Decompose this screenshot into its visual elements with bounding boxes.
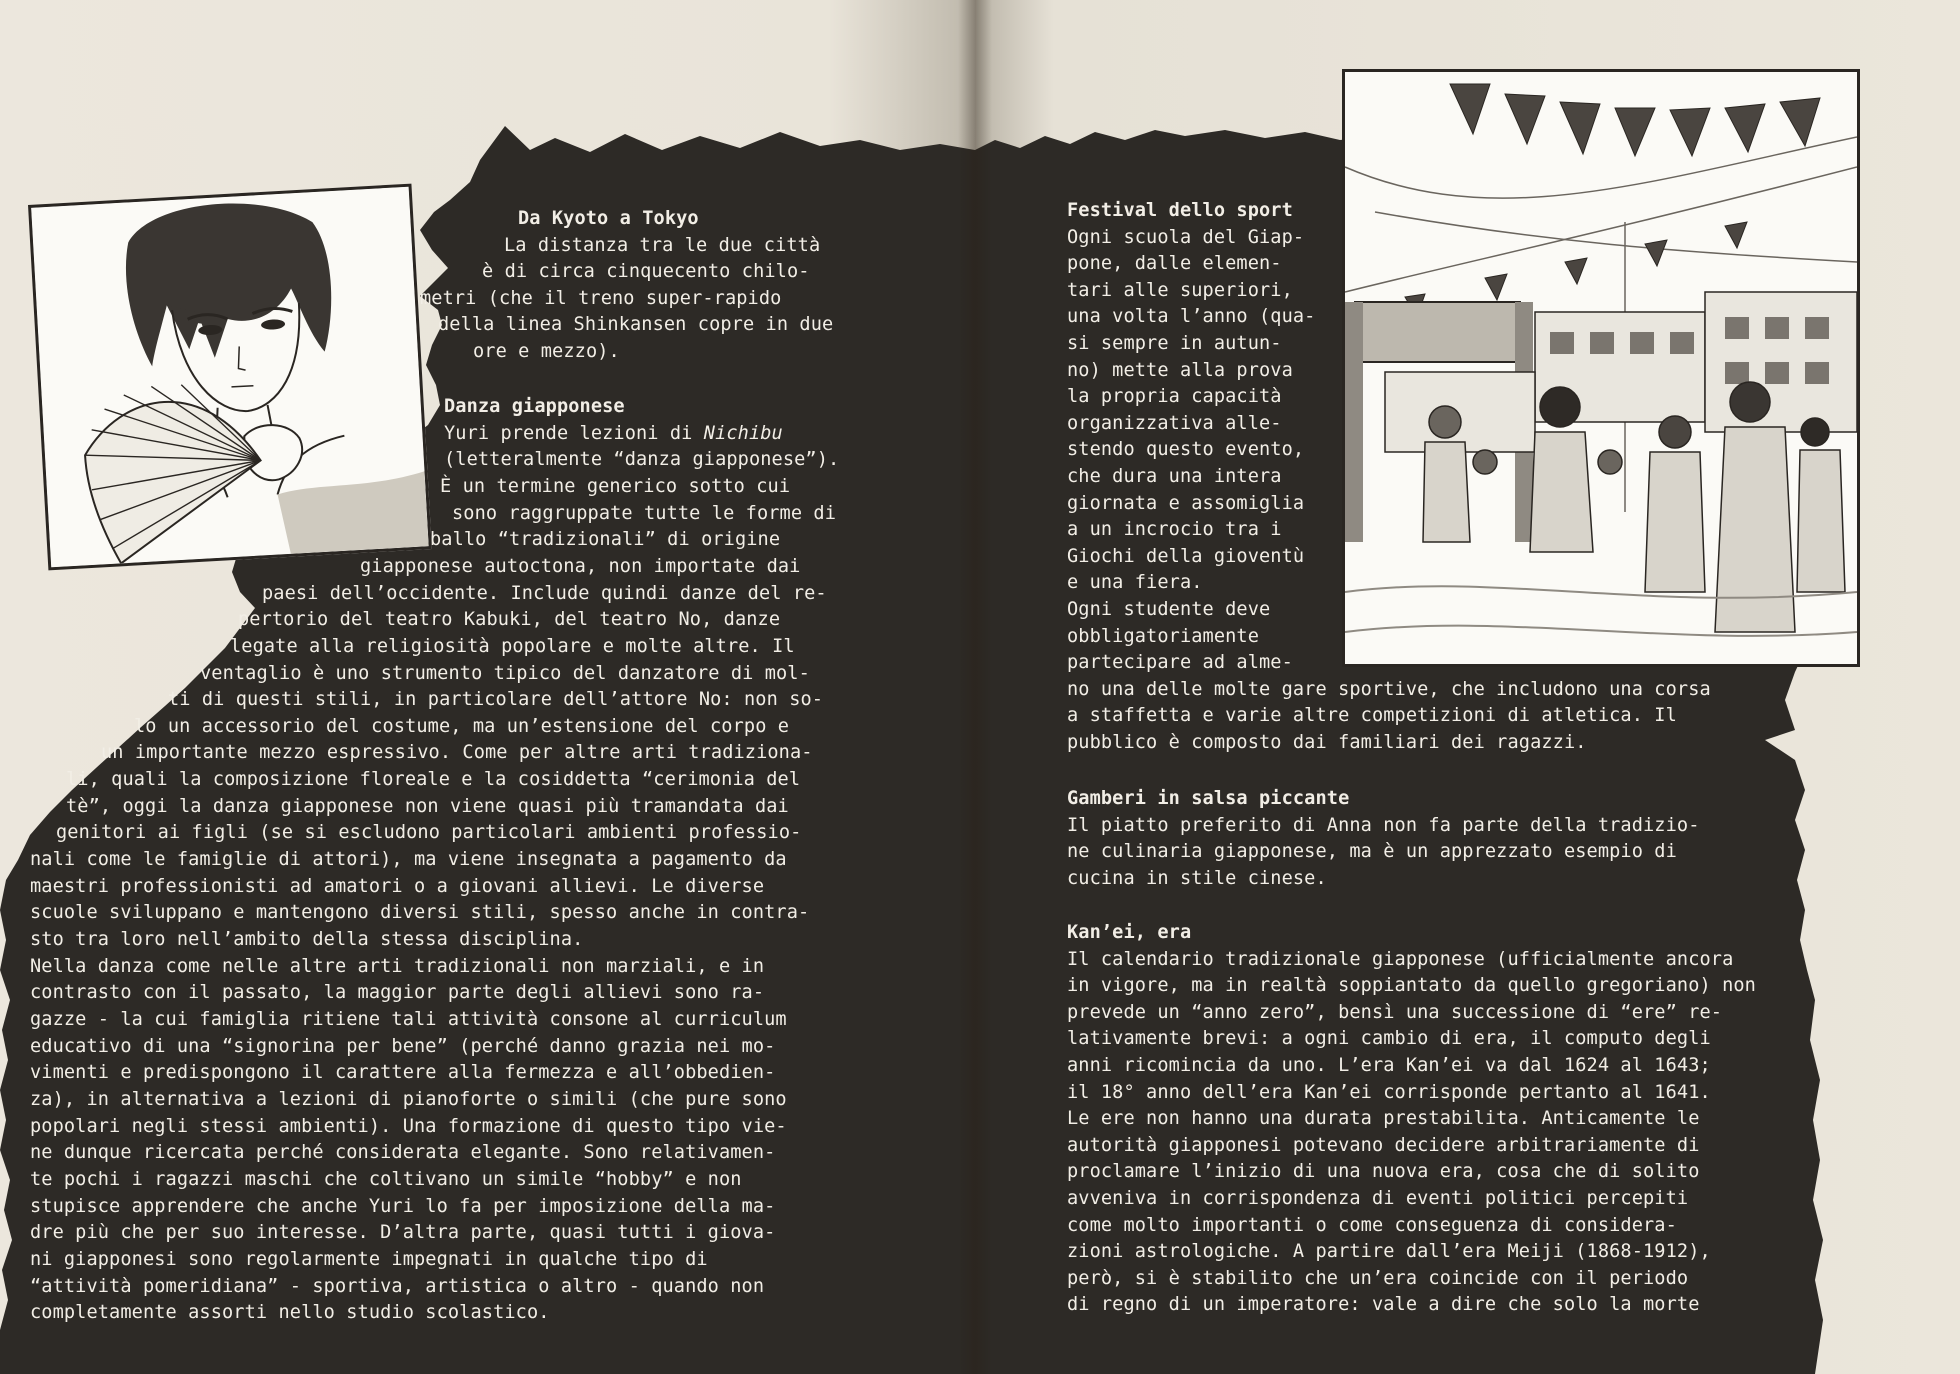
danza-line: za), in alternativa a lezioni di pianoforte o simili (che pure sono [30,1089,787,1110]
left-page [0,0,975,1374]
festival-line: organizzativa alle- [1067,412,1282,434]
danza-line: dre più che per suo interesse. D’altra parte, quasi tutti i giova- [30,1222,776,1243]
festival-line: che dura una intera [1067,465,1282,487]
heading-danza-giapponese: Danza giapponese [444,396,625,417]
danza-line: paesi dell’occidente. Include quindi danze del re- [262,583,827,604]
danza-line: li, quali la composizione floreale e la cosiddetta “cerimonia del [66,769,801,790]
festival-line: Giochi della gioventù [1067,545,1305,567]
kanei-line: però, si è stabilito che un’era coincide con il periodo [1067,1267,1689,1289]
yuri-fan-illustration [28,184,432,571]
festival-line: Ogni scuola del Giap- [1067,226,1305,248]
festival-line: a un incrocio tra i [1067,519,1282,541]
danza-line: popolari negli stessi ambienti). Una formazione di questo tipo vie- [30,1116,787,1137]
kyoto-line: La distanza tra le due città [504,234,821,256]
kanei-line: anni ricomincia da uno. L’era Kan’ei va dal 1624 al 1643; [1067,1054,1711,1076]
kanei-line: proclamare l’inizio di una nuova era, cosa che di solito [1067,1161,1700,1183]
kanei-line: autorità giapponesi potevano decidere arbitrariamente di [1067,1134,1700,1156]
danza-line: giapponese autoctona, non importate dai [360,556,801,577]
heading-festival-sport: Festival dello sport [1067,200,1293,221]
kanei-line: lativamente brevi: a ogni cambio di era, il computo degli [1067,1028,1711,1050]
heading-kanei-era: Kan’ei, era [1067,922,1192,943]
right-page [975,0,1960,1374]
festival-line: stendo questo evento, [1067,439,1305,461]
kyoto-line: ore e mezzo). [473,340,620,362]
danza-line: È un termine generico sotto cui [440,476,791,497]
book-gutter-shadow [958,0,992,1374]
danza-line: completamente assorti nello studio scolastico. [30,1302,550,1323]
yuri-fan-drawing [31,187,429,568]
kanei-line: in vigore, ma in realtà soppiantato da quello gregoriano) non [1067,975,1756,997]
kyoto-line: della linea Shinkansen copre in due [438,314,834,336]
danza-line: sono raggruppate tutte le forme di [452,503,837,524]
gamberi-line: cucina in stile cinese. [1067,867,1327,889]
danza-line: nali come le famiglie di attori), ma viene insegnata a pagamento da [30,849,787,870]
danza-line: ti di questi stili, in particolare dell’attore No: non so- [168,689,824,710]
danza-line: Nella danza come nelle altre arti tradizionali non marziali, e in [30,956,765,977]
festival-line: obbligatoriamente [1067,625,1260,647]
danza-line: pertorio del teatro Kabuki, del teatro No, danze [238,609,781,630]
kanei-line: avveniva in corrispondenza di eventi politici percepiti [1067,1187,1689,1209]
danza-line: (letteralmente “danza giapponese”). [444,449,840,471]
kanei-line: di regno di un imperatore: vale a dire che solo la morte [1067,1294,1700,1316]
festival-line: no una delle molte gare sportive, che includono una corsa [1067,678,1711,700]
gamberi-line: ne culinaria giapponese, ma è un apprezzato esempio di [1067,841,1677,863]
kanei-line: Le ere non hanno una durata prestabilita. Anticamente le [1067,1108,1700,1130]
festival-line: partecipare ad alme- [1067,652,1293,674]
section-kyoto-tokyo [420,206,834,366]
section-festival [1067,198,1711,756]
danza-line: maestri professionisti ad amatori o a giovani allievi. Le diverse [30,876,765,897]
kanei-line: il 18° anno dell’era Kan’ei corrisponde pertanto al 1641. [1067,1081,1711,1103]
festival-line: no) mette alla prova [1067,359,1293,381]
heading-kyoto-tokyo: Da Kyoto a Tokyo [518,208,699,229]
kanei-line: prevede un “anno zero”, bensì una successione di “ere” re- [1067,1001,1723,1023]
kanei-line: Il calendario tradizionale giapponese (ufficialmente ancora [1067,948,1734,970]
festival-line: una volta l’anno (qua- [1067,306,1316,328]
festival-line: la propria capacità [1067,386,1282,408]
danza-line: genitori ai figli (se si escludono particolari ambienti professio- [56,822,802,843]
festival-line: tari alle superiori, [1067,279,1293,301]
danza-line: contrasto con il passato, la maggior parte degli allievi sono ra- [30,982,765,1003]
festival-line: Ogni studente deve [1067,598,1271,620]
danza-line: ballo “tradizionali” di origine [430,529,781,550]
danza-line: ventaglio è uno strumento tipico del danzatore di mol- [200,663,810,684]
danza-line: te pochi i ragazzi maschi che coltivano un simile “hobby” e non [30,1169,742,1190]
gamberi-line: Il piatto preferito di Anna non fa parte della tradizio- [1067,814,1700,836]
danza-line: legate alla religiosità popolare e molte altre. Il [230,636,795,657]
danza-line: gazze - la cui famiglia ritiene tali attività consone al curriculum [30,1009,787,1030]
danza-line: sto tra loro nell’ambito della stessa disciplina. [30,929,584,950]
festival-line: si sempre in autun- [1067,332,1282,354]
festival-line: a staffetta e varie altre competizioni di atletica. Il [1067,705,1677,727]
section-gamberi [1067,786,1700,892]
kanei-line: come molto importanti o come conseguenza di considera- [1067,1214,1677,1236]
danza-line: scuole sviluppano e mantengono diversi stili, spesso anche in contra- [30,902,810,923]
festival-line: pubblico è composto dai familiari dei ragazzi. [1067,731,1587,753]
danza-line: Yuri prende lezioni di [444,422,704,444]
nichibu-term: Nichibu [703,422,783,444]
section-kanei [1067,920,1756,1319]
danza-line: lo un accessorio del costume, ma un’estensione del corpo e [134,716,790,737]
kanei-line: zioni astrologiche. A partire dall’era Meiji (1868-1912), [1067,1241,1711,1263]
danza-line: vimenti e predispongono il carattere alla fermezza e all’obbedien- [30,1062,776,1083]
danza-line: tè”, oggi la danza giapponese non viene quasi più tramandata dai [66,796,789,817]
kyoto-line: è di circa cinquecento chilo- [482,261,810,283]
danza-line: stupisce apprendere che anche Yuri lo fa per imposizione della ma- [30,1196,776,1217]
danza-line: ne dunque ricercata perché considerata elegante. Sono relativamen- [30,1142,776,1163]
danza-line: un importante mezzo espressivo. Come per altre arti tradiziona- [101,742,813,763]
danza-line: educativo di una “signorina per bene” (perché danno grazia nei mo- [30,1036,776,1057]
festival-line: giornata e assomiglia [1067,492,1305,514]
festival-line: pone, dalle elemen- [1067,253,1282,275]
festival-line: e una fiera. [1067,572,1203,594]
danza-line: “attività pomeridiana” - sportiva, artistica o altro - quando non [30,1276,765,1297]
kyoto-line: metri (che il treno super-rapido [420,287,782,309]
danza-line: ni giapponesi sono regolarmente impegnati in qualche tipo di [30,1249,708,1270]
heading-gamberi: Gamberi in salsa piccante [1067,788,1350,809]
